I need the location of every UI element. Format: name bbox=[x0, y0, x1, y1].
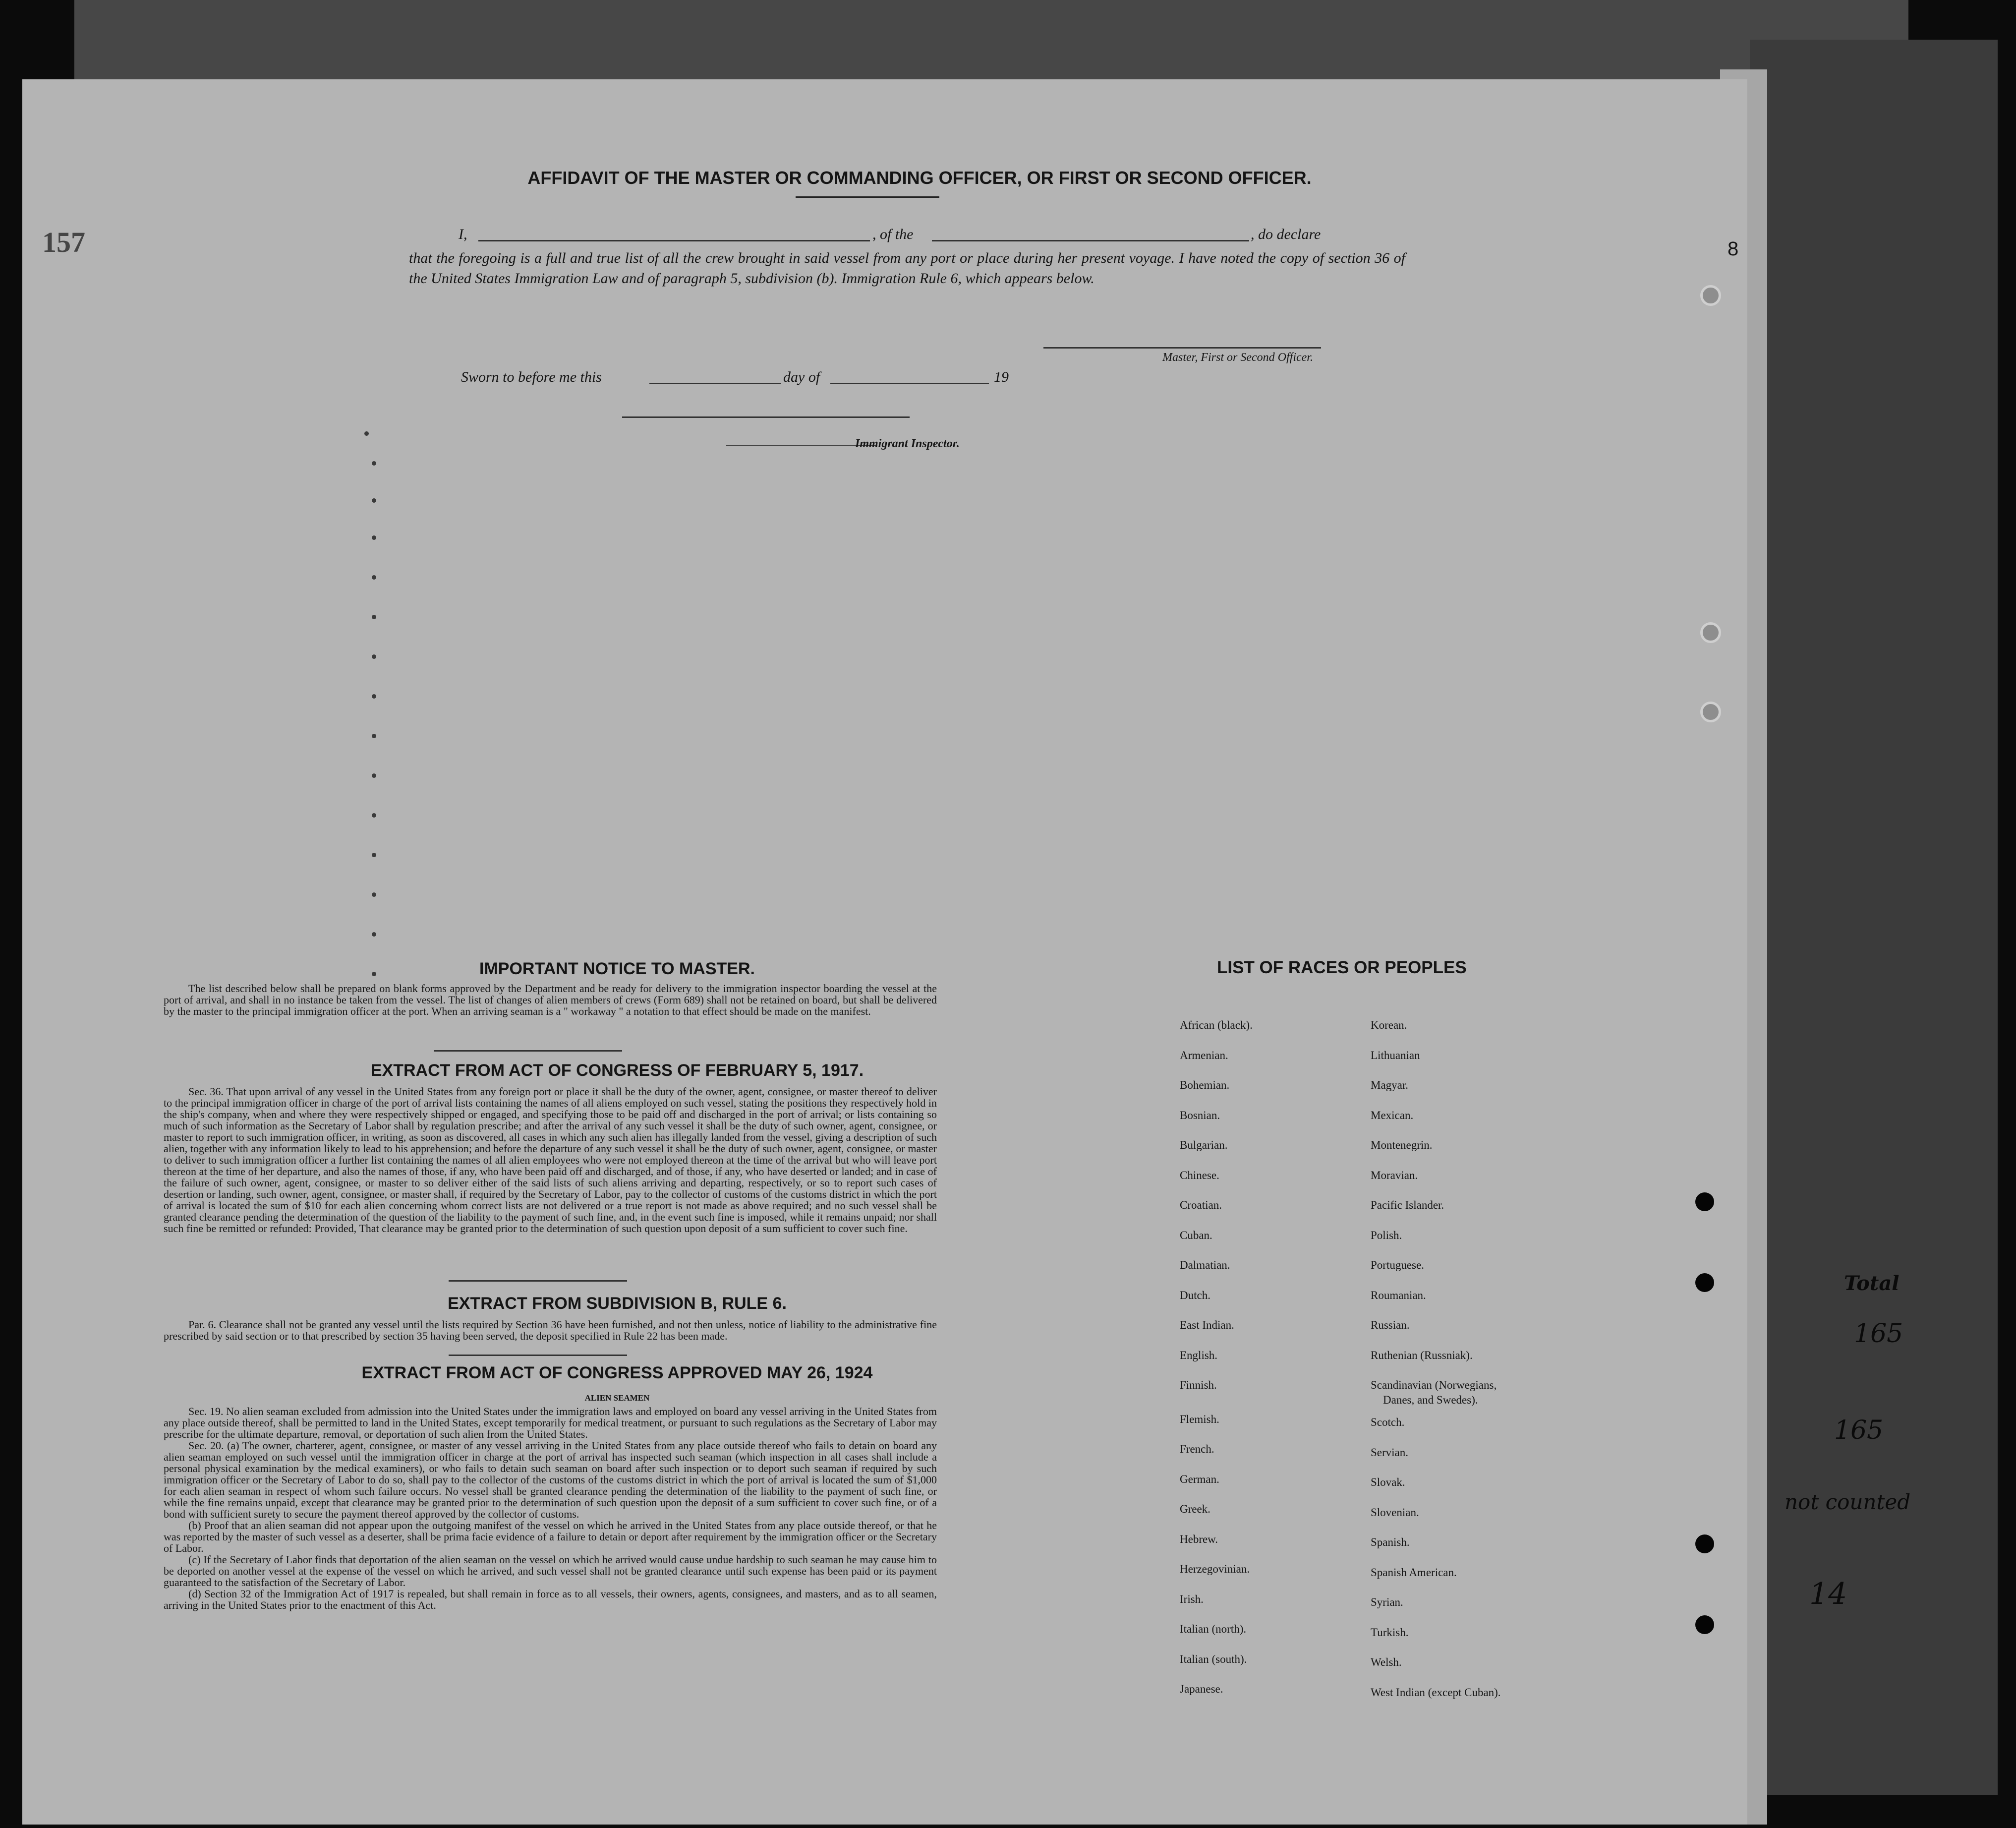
dot-mark bbox=[372, 575, 376, 580]
dot-mark bbox=[372, 461, 376, 466]
of-the-label: , of the bbox=[872, 226, 914, 242]
back-sheet-right bbox=[1750, 40, 1998, 1795]
race-item: Greek. bbox=[1180, 1503, 1210, 1515]
name-blank[interactable] bbox=[478, 240, 870, 241]
extract-1917-title: EXTRACT FROM ACT OF CONGRESS OF FEBRUARY 5, 1917. bbox=[370, 1061, 864, 1080]
race-item: Armenian. bbox=[1180, 1049, 1228, 1061]
partial-mark: 8 bbox=[1728, 238, 1739, 260]
sec20b-paragraph: (b) Proof that an alien seaman did not appear upon the outgoing manifest of the vessel on which he arrived in the United States from any place outside thereof, or that he was reported by the master of such vessel as a deserter, shall be prima facie evidence of a failure to detain or deport after requirement by the immigration officer or the Secretary of Labor. bbox=[164, 1519, 937, 1554]
dot-mark bbox=[372, 813, 376, 818]
margin-value-3: 14 bbox=[1809, 1577, 1847, 1611]
race-item: Cuban. bbox=[1180, 1229, 1212, 1241]
sec19-paragraph: Sec. 19. No alien seaman excluded from admission into the United States under the immigration laws and employed on board any vessel arriving in the United States from any place outside thereof, shall be permitted to land in the United States, except temporarily for medical treatment, or pursuant to such regulations as the Secretary of Labor may prescribe for the ultimate departure, removal, or deportation of such alien from the United States. bbox=[164, 1405, 937, 1440]
section-rule bbox=[449, 1355, 627, 1356]
race-item: Roumanian. bbox=[1371, 1289, 1426, 1301]
race-item: Herzegovinian. bbox=[1180, 1563, 1250, 1575]
lead-i: I, bbox=[459, 226, 467, 242]
dot-mark bbox=[372, 773, 376, 778]
race-item: Japanese. bbox=[1180, 1683, 1223, 1695]
race-item: Turkish. bbox=[1371, 1626, 1409, 1639]
dot-mark bbox=[372, 932, 376, 937]
race-item: Slovak. bbox=[1371, 1476, 1405, 1488]
race-item: Irish. bbox=[1180, 1592, 1204, 1605]
document-page bbox=[22, 79, 1747, 1825]
dot-mark bbox=[372, 892, 376, 897]
race-item: Portuguese. bbox=[1371, 1259, 1424, 1271]
races-left-column bbox=[1180, 1010, 1253, 1705]
extract-1924-title: EXTRACT FROM ACT OF CONGRESS APPROVED MAY 26, 1924 bbox=[361, 1363, 873, 1382]
dot-mark bbox=[372, 694, 376, 699]
race-item: Italian (south). bbox=[1180, 1652, 1247, 1665]
race-item: Scandinavian (Norwegians, bbox=[1371, 1379, 1497, 1391]
section-rule bbox=[434, 1050, 622, 1052]
race-item: Lithuanian bbox=[1371, 1049, 1420, 1061]
affidavit-title: AFFIDAVIT OF THE MASTER OR COMMANDING OFFICER, OR FIRST OR SECOND OFFICER. bbox=[527, 168, 1312, 188]
race-item: Italian (north). bbox=[1180, 1623, 1247, 1635]
margin-value-1: 165 bbox=[1854, 1319, 1903, 1349]
binder-hole-icon bbox=[1700, 622, 1721, 643]
margin-value-2: 165 bbox=[1834, 1415, 1884, 1445]
race-item: Slovenian. bbox=[1371, 1506, 1419, 1519]
sec20d-paragraph: (d) Section 32 of the Immigration Act of 1917 is repealed, but shall remain in force as to all vessels, their owners, agents, consignees, and masters, and as to all seamen, arriving in the United States prior to the enactment of this Act. bbox=[164, 1588, 937, 1611]
punch-hole-icon bbox=[1695, 1273, 1714, 1292]
punch-hole-icon bbox=[1695, 1192, 1714, 1211]
race-item: Dutch. bbox=[1180, 1289, 1210, 1301]
race-item: Dalmatian. bbox=[1180, 1259, 1230, 1271]
race-item: Finnish. bbox=[1180, 1379, 1217, 1391]
margin-total-label: Total bbox=[1844, 1272, 1900, 1295]
race-item: West Indian (except Cuban). bbox=[1371, 1686, 1501, 1699]
dot-mark bbox=[372, 654, 376, 659]
vessel-blank[interactable] bbox=[932, 240, 1249, 241]
race-item: Mexican. bbox=[1371, 1109, 1414, 1121]
sworn-line bbox=[461, 369, 1105, 389]
inspector-label: Immigrant Inspector. bbox=[855, 437, 960, 450]
day-of-label: day of bbox=[783, 369, 820, 385]
year-prefix: 19 bbox=[994, 369, 1009, 385]
race-item: Danes, and Swedes). bbox=[1383, 1394, 1478, 1406]
dot-mark bbox=[372, 615, 376, 619]
binder-hole-icon bbox=[1700, 285, 1721, 306]
sec20c-paragraph: (c) If the Secretary of Labor finds that deportation of the alien seaman on the vessel on which he arrived would cause undue hardship to such seaman he may cause him to be deported on another vessel at the expense of the vessel on which he arrived, and such vessel shall not be granted clearance until such expense has been paid or its payment guaranteed to the satisfaction of the Secretary of Labor. bbox=[164, 1553, 937, 1589]
punch-hole-icon bbox=[1695, 1615, 1714, 1634]
section-rule bbox=[449, 1280, 627, 1282]
dot-mark bbox=[372, 498, 376, 503]
race-item: Russian. bbox=[1371, 1319, 1410, 1331]
race-item: Spanish. bbox=[1371, 1536, 1410, 1548]
dot-mark bbox=[364, 431, 369, 436]
race-item: Servian. bbox=[1371, 1446, 1409, 1459]
race-item: East Indian. bbox=[1180, 1319, 1234, 1331]
rule6-paragraph: Par. 6. Clearance shall not be granted any vessel until the lists required by Section 36 have been furnished, and not then unless, notice of liability to the administrative fine prescribed by said section or to that prescribed by section 35 having been served, the deposit specified in Rule 22 has been made. bbox=[164, 1318, 937, 1342]
race-item: Bosnian. bbox=[1180, 1109, 1220, 1121]
signature-line[interactable] bbox=[1043, 347, 1321, 349]
races-right-column bbox=[1371, 1010, 1501, 1708]
race-item: Spanish American. bbox=[1371, 1566, 1457, 1579]
notice-body bbox=[164, 983, 937, 1017]
race-item: Moravian. bbox=[1371, 1169, 1418, 1181]
race-item: Flemish. bbox=[1180, 1413, 1219, 1425]
sworn-prefix: Sworn to before me this bbox=[461, 369, 602, 385]
race-item: Hebrew. bbox=[1180, 1533, 1218, 1545]
race-item: Bohemian. bbox=[1180, 1079, 1230, 1091]
dot-mark bbox=[372, 535, 376, 540]
race-item: Syrian. bbox=[1371, 1596, 1403, 1608]
back-sheet-top bbox=[74, 0, 1908, 87]
race-item: Ruthenian (Russniak). bbox=[1371, 1349, 1473, 1361]
race-item: Chinese. bbox=[1180, 1169, 1219, 1181]
race-item: German. bbox=[1180, 1473, 1219, 1485]
inspector-blank-1[interactable] bbox=[622, 416, 910, 418]
race-item: Scotch. bbox=[1371, 1416, 1405, 1428]
extract-1917-paragraph: Sec. 36. That upon arrival of any vessel in the United States from any foreign port or place it shall be the duty of the owner, agent, consignee, or master thereof to deliver to the principal immigration officer in charge of the port of arrival lists containing the names of all aliens employed on such vessel, stating the positions they respectively hold in the ship's company, when and where they were respectively shipped or engaged, and specifying those to be paid off and discharged in the port of arrival; or lists containing so much of such information as the Secretary of Labor shall by regulation prescribe; and after the arrival of any such vessel it shall be the duty of such owner, agent, consignee, or master to report to such immigration officer, in writing, as soon as discovered, all cases in which any such alien has illegally landed from the vessel, giving a description of such alien, together with any information likely to lead to his apprehension; and before the departure of any such vessel it shall be the duty of such owner, agent, consignee, or master to deliver to such immigration officer a further list containing the names of all alien employees who were not employed thereon at the time of the arrival but who will leave port thereon at the time of her departure, and also the names of those, if any, who have been paid off and discharged, and of those, if any, who have deserted or landed; and in case of the failure of such owner, agent, consignee, or master to so deliver either of the said lists of such aliens arriving and departing, respectively, or so to report such cases of desertion or landing, such owner, agent, consignee, or master shall, if required by the Secretary of Labor, pay to the collector of customs of the customs district in which the port of arrival is located the sum of $10 for each alien concerning whom correct lists are not delivered or a true report is not made as above required; and no such vessel shall be granted clearance pending the determination of the question of the liability to the payment of such fine, and, in the event such fine is imposed, while it remains unpaid; nor shall such fine be remitted or refunded: Provided, That clearance may be granted prior to the determination of such question upon deposit of a sum sufficient to cover such fine. bbox=[164, 1085, 937, 1235]
race-item: Montenegrin. bbox=[1371, 1139, 1433, 1151]
dot-mark bbox=[372, 734, 376, 738]
race-item: Pacific Islander. bbox=[1371, 1199, 1444, 1211]
dot-mark bbox=[372, 853, 376, 857]
rule6-title: EXTRACT FROM SUBDIVISION B, RULE 6. bbox=[448, 1294, 787, 1313]
extract-1924-subtitle: ALIEN SEAMEN bbox=[584, 1393, 650, 1403]
race-item: African (black). bbox=[1180, 1019, 1253, 1031]
race-item: Magyar. bbox=[1371, 1079, 1409, 1091]
signature-label: Master, First or Second Officer. bbox=[1162, 351, 1313, 364]
binder-hole-icon bbox=[1700, 702, 1721, 722]
races-title: LIST OF RACES OR PEOPLES bbox=[1217, 958, 1467, 977]
punch-hole-icon bbox=[1695, 1534, 1714, 1553]
race-item: Polish. bbox=[1371, 1229, 1402, 1241]
notice-paragraph: The list described below shall be prepared on blank forms approved by the Department and be ready for delivery to the immigration inspector boarding the vessel at the port of arrival, and shall in no instance be taken from the vessel. The list of changes of alien members of crews (Form 689) shall not be retained on board, but shall be delivered by the master to the principal immigration officer at the port. When an arriving seaman is a " workaway " a notation to that effect should be made on the manifest. bbox=[164, 982, 937, 1017]
extract-1924-body bbox=[164, 1406, 937, 1611]
page-number: 157 bbox=[42, 226, 85, 258]
declaration-line bbox=[459, 226, 1400, 246]
race-item: Welsh. bbox=[1371, 1656, 1402, 1668]
sec20a-paragraph: Sec. 20. (a) The owner, charterer, agent, consignee, or master of any vessel arriving in the United States from any place outside thereof who fails to detain on board any alien seaman employed on such vessel until the immigration officer in charge at the port of arrival has inspected such seaman (which inspection in all cases shall include a personal physical examination by the medical examiners), or who fails to detain such seaman on board after such inspection or to deport such seaman if required by such immigration officer or the Secretary of Labor to do so, shall pay to the collector of the customs of the customs district in which the port of arrival is located the sum of $1,000 for each alien seaman in respect of whom such failure occurs. No vessel shall be granted clearance pending the determination of the liability to the payment of such fine, or while the fine remains unpaid, except that clearance may be granted prior to the determination of such question upon the deposit of a sum sufficient to cover such fine, or of a bond with sufficient surety to secure the payment thereof approved by the collector of customs. bbox=[164, 1439, 937, 1520]
race-item: Croatian. bbox=[1180, 1199, 1222, 1211]
race-item: English. bbox=[1180, 1349, 1218, 1361]
month-blank[interactable] bbox=[830, 383, 989, 384]
extract-1917-body bbox=[164, 1086, 937, 1234]
notice-title: IMPORTANT NOTICE TO MASTER. bbox=[479, 959, 755, 978]
margin-scrawl: not counted bbox=[1785, 1490, 1911, 1514]
declaration-body: that the foregoing is a full and true list of all the crew brought in said vessel from any port or place during her present voyage. I have noted the copy of section 36 of the United States Immigration Law and of paragraph 5, subdivision (b). Immigration Rule 6, which appears below. bbox=[409, 250, 1405, 287]
race-item: Korean. bbox=[1371, 1019, 1407, 1031]
rule6-body bbox=[164, 1319, 937, 1342]
title-rule bbox=[796, 196, 939, 198]
do-declare-label: , do declare bbox=[1251, 226, 1321, 242]
sworn-day-blank[interactable] bbox=[649, 383, 781, 384]
race-item: French. bbox=[1180, 1443, 1214, 1455]
race-item: Bulgarian. bbox=[1180, 1139, 1228, 1151]
